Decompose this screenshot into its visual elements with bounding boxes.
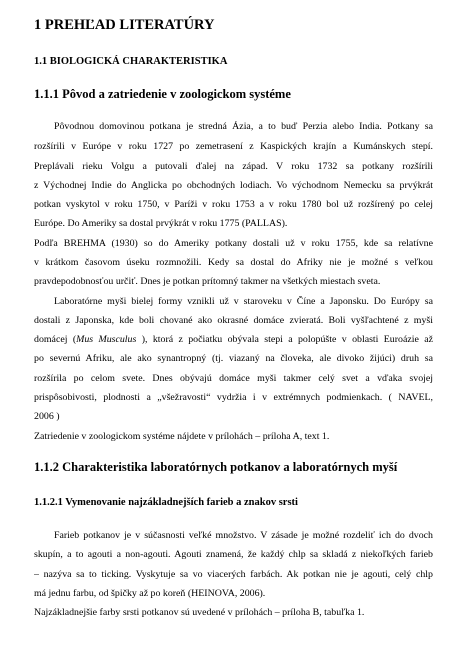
paragraph-line: rozšírila po celom svete. Dnes obývajú domáce myši takmer celý svet a vďaka svojej bbox=[34, 373, 433, 384]
paragraph-line: potkan vyskytol v roku 1750, v Paríži v roku 1753 a v roku 1780 bol už rozšírený po celej bbox=[34, 199, 433, 210]
paragraph-line: Farieb potkanov je v súčasnosti veľké množstvo. V zásade je možné rozdeliť ich do dvoch bbox=[54, 530, 433, 541]
heading-povod-a-zatriedenie: 1.1.1 Pôvod a zatriedenie v zoologickom systéme bbox=[34, 87, 291, 101]
paragraph-line: 2006 ) bbox=[34, 411, 60, 422]
paragraph-line: Pôvodnou domovinou potkana je stredná Ázia, a to buď Perzia alebo India. Potkany sa bbox=[54, 121, 433, 132]
paragraph-line: z Východnej Indie do Anglicka po obchodných lodiach. Vo východnom Nemecku sa prvýkrát bbox=[34, 180, 433, 191]
paragraph-line: Zatriedenie v zoologickom systéme nájdete v prílohách – príloha A, text 1. bbox=[34, 431, 330, 442]
paragraph-line: Laboratórne myši bielej formy vznikli už v staroveku v Číne a Japonsku. Do Európy sa bbox=[54, 296, 433, 307]
paragraph-line: Preplávali rieku Volgu a putovali ďalej na západ. V roku 1732 sa potkany rozšírili bbox=[34, 161, 433, 172]
paragraph-line: v krátkom časovom úseku rozmnožili. Kedy sa dostal do Afriky nie je možné s veľkou bbox=[34, 257, 433, 268]
paragraph-line: Európe. Do Ameriky sa dostal prvýkrát v roku 1775 (PALLAS). bbox=[34, 218, 288, 229]
paragraph-line: rozšírili v Európe v roku 1727 po zemetrasení z Kaspických krajín a Kumánskych stepí. bbox=[34, 141, 433, 152]
heading-prehlad-literatury: 1 PREHĽAD LITERATÚRY bbox=[34, 17, 215, 33]
heading-vymenovanie-farieb: 1.1.2.1 Vymenovanie najzákladnejších farieb a znakov srsti bbox=[34, 497, 298, 508]
paragraph-line: dostali z Japonska, kde boli chované ako okrasné domáce zvieratá. Boli vyšľachtené z myši bbox=[34, 315, 433, 326]
paragraph-line: Najzákladnejšie farby srsti potkanov sú uvedené v prílohách – príloha B, tabuľka 1. bbox=[34, 607, 365, 618]
paragraph-line: má jednu farbu, od špičky až po koreň (HEINOVA, 2006). bbox=[34, 588, 266, 599]
heading-charakteristika-laboratornych: 1.1.2 Charakteristika laboratórnych potkanov a laboratórnych myší bbox=[34, 460, 398, 474]
paragraph-line: prispôsobivosti, plodnosti a „všežravosti“ vydržia i v extrémnych podmienkach. ( NAVEL, bbox=[34, 392, 433, 403]
heading-biologicka-charakteristika: 1.1 BIOLOGICKÁ CHARAKTERISTIKA bbox=[34, 56, 228, 67]
paragraph-line: Podľa BREHMA (1930) so do Ameriky potkany dostali už v roku 1755, kde sa relatívne bbox=[34, 238, 433, 249]
paragraph-line: – nazýva sa to ticking. Vyskytuje sa vo viacerých farbách. Ak potkan nie je agouti, celý chlp bbox=[34, 569, 433, 580]
paragraph-line: skupín, a to agouti a non-agouti. Agouti znamená, že každý chlp sa skladá z niekoľkých farieb bbox=[34, 549, 433, 560]
paragraph-line: domácej (Mus Musculus ), ktorá z počiatku obývala stepi a polopúšte v oblasti Euroázie až bbox=[34, 334, 433, 345]
paragraph-line: pravdepodobnosťou určiť. Dnes je potkan prítomný takmer na všetkých miestach sveta. bbox=[34, 276, 381, 287]
paragraph-line: po severnú Afriku, ale ako synantropný (tj. viazaný na človeka, ale divoko žijúci) druh sa bbox=[34, 353, 433, 364]
